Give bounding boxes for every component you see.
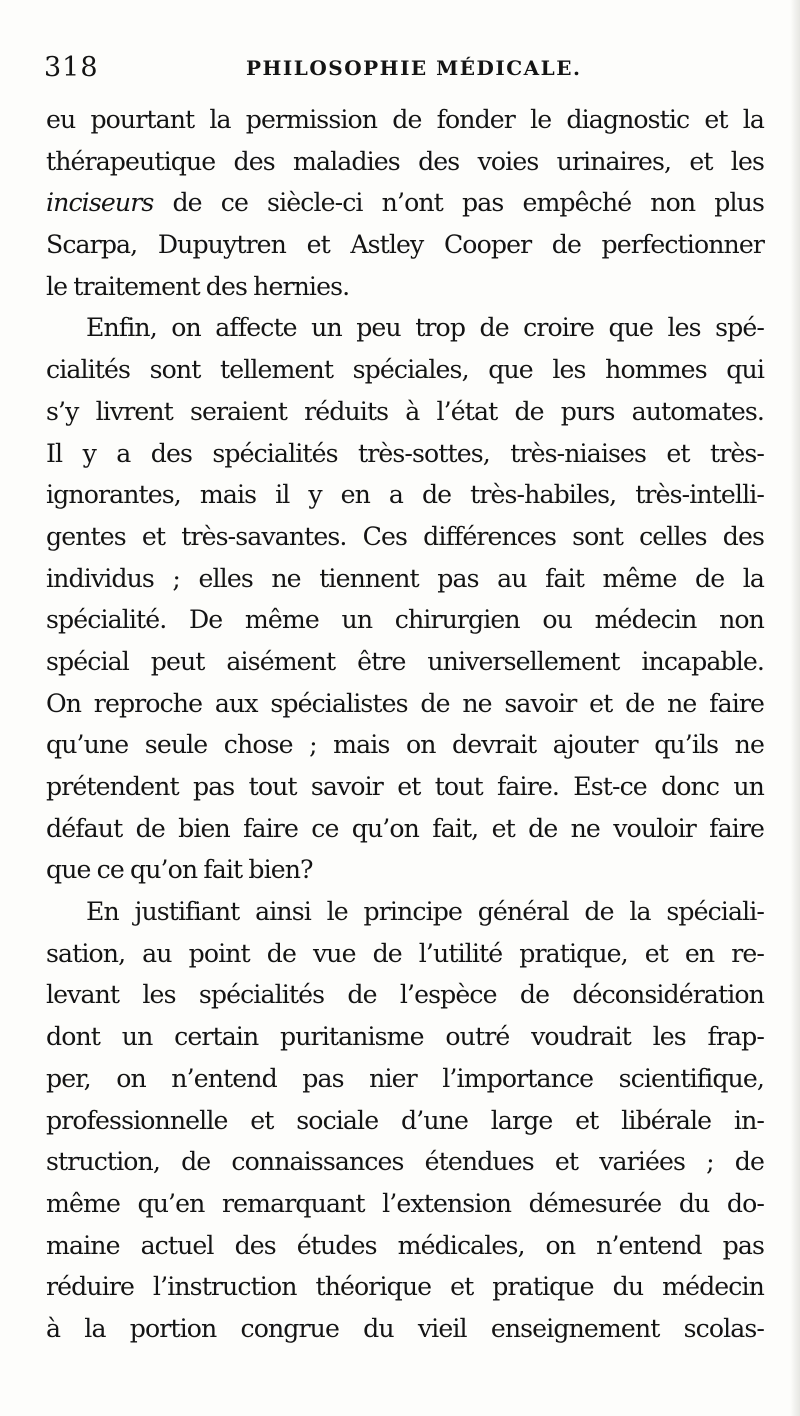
text-segment: défaut de bien faire ce qu’on fait, et de ne vouloir faire (46, 813, 764, 843)
text-segment: sation, au point de vue de l’utilité pratique, et en re- (46, 938, 764, 968)
text-segment: individus ; elles ne tiennent pas au fait même de la (46, 563, 764, 593)
text-line (46, 599, 764, 641)
page-header (44, 52, 760, 88)
text-line (46, 1016, 764, 1058)
text-segment: de ce siècle-ci n’ont pas empêché non plus (153, 188, 764, 218)
text-line (46, 1058, 764, 1100)
body-text (46, 99, 764, 1350)
text-line (46, 516, 764, 558)
text-line (46, 474, 764, 516)
text-line (46, 1308, 764, 1350)
text-line (46, 349, 764, 391)
text-line (46, 766, 764, 808)
text-line (46, 1141, 764, 1183)
text-line (46, 683, 764, 725)
text-segment: à la portion congrue du vieil enseignement scolas- (46, 1313, 764, 1343)
text-line (46, 933, 764, 975)
text-line (46, 724, 764, 766)
text-line (46, 141, 764, 183)
text-segment: le traitement des hernies. (46, 271, 350, 301)
text-segment: ignorantes, mais il y en a de très-habiles, très-intelli- (46, 480, 764, 510)
text-segment: spécial peut aisément être universellement incapable. (46, 646, 764, 676)
text-segment: Enfin, on affecte un peu trop de croire que les spé- (86, 313, 764, 343)
text-segment: On reproche aux spécialistes de ne savoir et de ne faire (46, 688, 764, 718)
text-line (46, 1183, 764, 1225)
text-line (46, 891, 764, 933)
text-segment: per, on n’entend pas nier l’importance scientifique, (46, 1063, 764, 1093)
text-line (46, 99, 764, 141)
page-number: 318 (44, 52, 99, 83)
text-segment: gentes et très-savantes. Ces différences sont celles des (46, 521, 764, 551)
text-line (46, 266, 764, 308)
text-segment: qu’une seule chose ; mais on devrait ajouter qu’ils ne (46, 730, 764, 760)
text-line (46, 1100, 764, 1142)
text-line (46, 808, 764, 850)
text-line (46, 641, 764, 683)
text-segment: levant les spécialités de l’espèce de déconsidération (46, 980, 764, 1010)
text-segment: s’y livrent seraient réduits à l’état de purs automates. (46, 396, 764, 426)
text-segment: maine actuel des études médicales, on n’entend pas (46, 1230, 764, 1260)
italic-text: inciseurs (46, 188, 154, 218)
text-segment: Il y a des spécialités très-sottes, très-niaises et très- (46, 438, 764, 468)
text-segment: Scarpa, Dupuytren et Astley Cooper de perfectionner (46, 230, 764, 260)
running-title: PHILOSOPHIE MÉDICALE. (246, 56, 582, 80)
text-line (46, 182, 764, 224)
text-segment: professionnelle et sociale d’une large et libérale in- (46, 1105, 764, 1135)
text-line (46, 1225, 764, 1267)
text-line (46, 391, 764, 433)
text-line (46, 974, 764, 1016)
text-segment: que ce qu’on fait bien? (46, 855, 313, 885)
text-line (46, 224, 764, 266)
text-segment: eu pourtant la permission de fonder le diagnostic et la (46, 105, 764, 134)
text-segment: même qu’en remarquant l’extension démesurée du do- (46, 1188, 764, 1218)
text-line (46, 849, 764, 891)
text-line (46, 558, 764, 600)
text-segment: thérapeutique des maladies des voies urinaires, et les (46, 146, 764, 176)
text-segment: prétendent pas tout savoir et tout faire. Est-ce donc un (46, 772, 764, 801)
text-segment: struction, de connaissances étendues et variées ; de (46, 1147, 764, 1177)
text-line (46, 307, 764, 349)
text-line (46, 1266, 764, 1308)
text-segment: En justifiant ainsi le principe général de la spéciali- (86, 897, 764, 927)
text-segment: réduire l’instruction théorique et pratique du médecin (46, 1272, 764, 1302)
text-segment: cialités sont tellement spéciales, que les hommes qui (46, 355, 764, 385)
text-segment: spécialité. De même un chirurgien ou médecin non (46, 605, 764, 635)
text-segment: dont un certain puritanisme outré voudrait les frap- (46, 1022, 764, 1052)
page-edge-shadow (790, 0, 800, 1416)
text-line (46, 433, 764, 475)
